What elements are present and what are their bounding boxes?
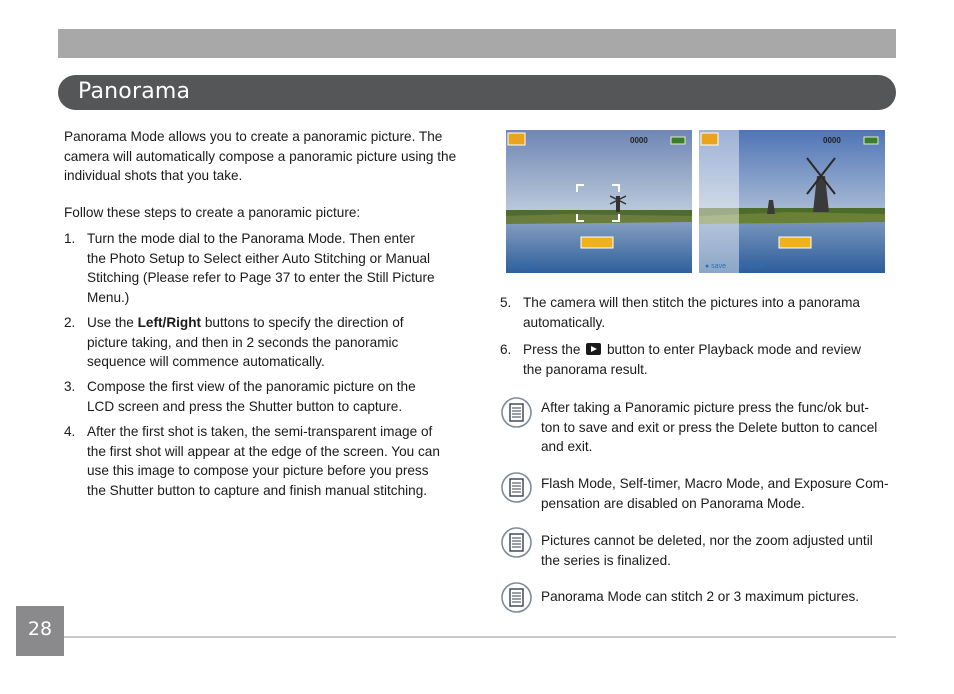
svg-text:● save: ● save (705, 263, 726, 270)
note-1: After taking a Panoramic picture press the func/ok but- ton to save and exit or press the Delete button to cancel and exit. (541, 400, 878, 454)
lcd-screen-first-shot (506, 130, 692, 273)
notepad-icon (501, 582, 532, 613)
shot-counter: 0000 (630, 136, 648, 145)
note-2: Flash Mode, Self-timer, Macro Mode, and Exposure Com- pensation are disabled on Panorama Mode. (541, 476, 889, 511)
follow-steps-text: Follow these steps to create a panoramic picture: (64, 205, 361, 220)
page-number: 28 (27, 618, 53, 640)
svg-text:● save: ● save (512, 263, 533, 270)
top-bar (58, 29, 896, 58)
footer-divider (64, 636, 896, 638)
note-3: Pictures cannot be deleted, nor the zoom adjusted until the series is finalized. (541, 533, 873, 568)
page-number-box (16, 606, 64, 656)
shot-counter: 0000 (823, 136, 841, 145)
notepad-icon (501, 397, 532, 428)
lcd-screen-second-shot (699, 130, 885, 273)
playback-button-icon (586, 343, 601, 355)
notepad-icon (501, 527, 532, 558)
svg-text:● cancel: ● cancel (739, 263, 766, 270)
notepad-icon (501, 472, 532, 503)
intro-paragraph: Panorama Mode allows you to create a panoramic picture. The camera will automatically compose a panoramic picture using the individual shots that you take. (64, 129, 457, 183)
section-title-bar (58, 75, 896, 110)
page-title: Panorama (78, 79, 191, 104)
note-4: Panorama Mode can stitch 2 or 3 maximum pictures. (541, 589, 860, 604)
